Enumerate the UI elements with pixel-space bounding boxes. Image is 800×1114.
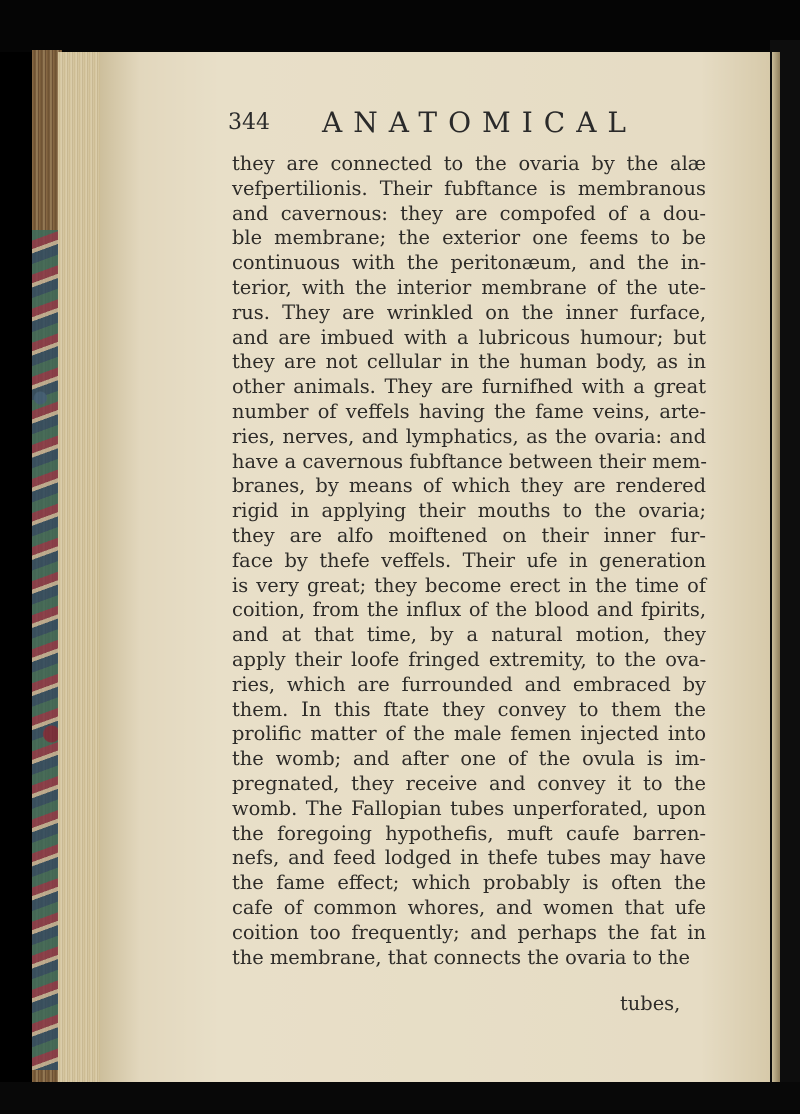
text-line: nefs, and feed lodged in thefe tubes may have: [232, 846, 706, 870]
text-line: they are not cellular in the human body, as in: [232, 350, 706, 374]
text-line: number of veffels having the fame veins, arte-: [232, 399, 706, 423]
text-line: branes, by means of which they are rendered: [232, 474, 706, 498]
text-line: terior, with the interior membrane of the ute-: [232, 275, 706, 299]
text-line: rigid in applying their mouths to the ovaria;: [232, 499, 706, 523]
text-line: cafe of common whores, and women that ufe: [232, 895, 706, 919]
text-line: the membrane, that connects the ovaria to the: [232, 945, 690, 969]
text-line: and at that time, by a natural motion, they: [232, 623, 706, 647]
text-line: and are imbued with a lubricous humour; but: [232, 325, 706, 349]
text-line: apply their loofe fringed extremity, to the ova-: [232, 647, 706, 671]
running-title: ANATOMICAL: [322, 106, 638, 139]
page-number: 344: [228, 110, 270, 135]
text-line: ble membrane; the exterior one feems to be: [232, 226, 706, 250]
body-text: [232, 152, 706, 970]
text-line: pregnated, they receive and convey it to the: [232, 771, 706, 795]
text-line: coition too frequently; and perhaps the fat in: [232, 920, 706, 944]
text-line: have a cavernous fubftance between their mem-: [232, 449, 707, 473]
text-line: they are connected to the ovaria by the alæ: [232, 152, 706, 175]
facing-page-edge: [772, 52, 780, 1082]
text-line: face by thefe veffels. Their ufe in generation: [232, 548, 706, 572]
scan-background-top: [0, 0, 800, 52]
text-line: prolific matter of the male femen injected into: [232, 722, 706, 746]
text-line: vefpertilionis. Their fubftance is membranous: [232, 176, 706, 200]
text-line: ries, which are furrounded and embraced by: [232, 672, 706, 696]
text-line: other animals. They are furnifhed with a great: [232, 375, 706, 399]
text-line: is very great; they become erect in the time of: [232, 573, 706, 597]
scan-background-bottom: [0, 1082, 800, 1114]
text-line: they are alfo moiftened on their inner fur-: [232, 523, 706, 547]
marbled-endpaper: [32, 230, 60, 1070]
catchword: tubes,: [620, 992, 681, 1015]
page-header: [228, 106, 768, 146]
text-line: the womb; and after one of the ovula is im-: [232, 747, 706, 771]
text-line: the fame effect; which probably is often the: [232, 871, 706, 895]
text-line: coition, from the influx of the blood and fpirits,: [232, 598, 706, 622]
text-line: ries, nerves, and lymphatics, as the ovaria: and: [232, 424, 706, 448]
text-line: and cavernous: they are compofed of a dou-: [232, 201, 706, 225]
text-line: rus. They are wrinkled on the inner furface,: [232, 300, 706, 324]
text-line: the foregoing hypothefis, muft caufe barren-: [232, 821, 706, 845]
text-line: them. In this ftate they convey to them the: [232, 697, 706, 721]
text-line: continuous with the peritonæum, and the in-: [232, 251, 706, 275]
text-line: womb. The Fallopian tubes unperforated, upon: [232, 796, 706, 820]
